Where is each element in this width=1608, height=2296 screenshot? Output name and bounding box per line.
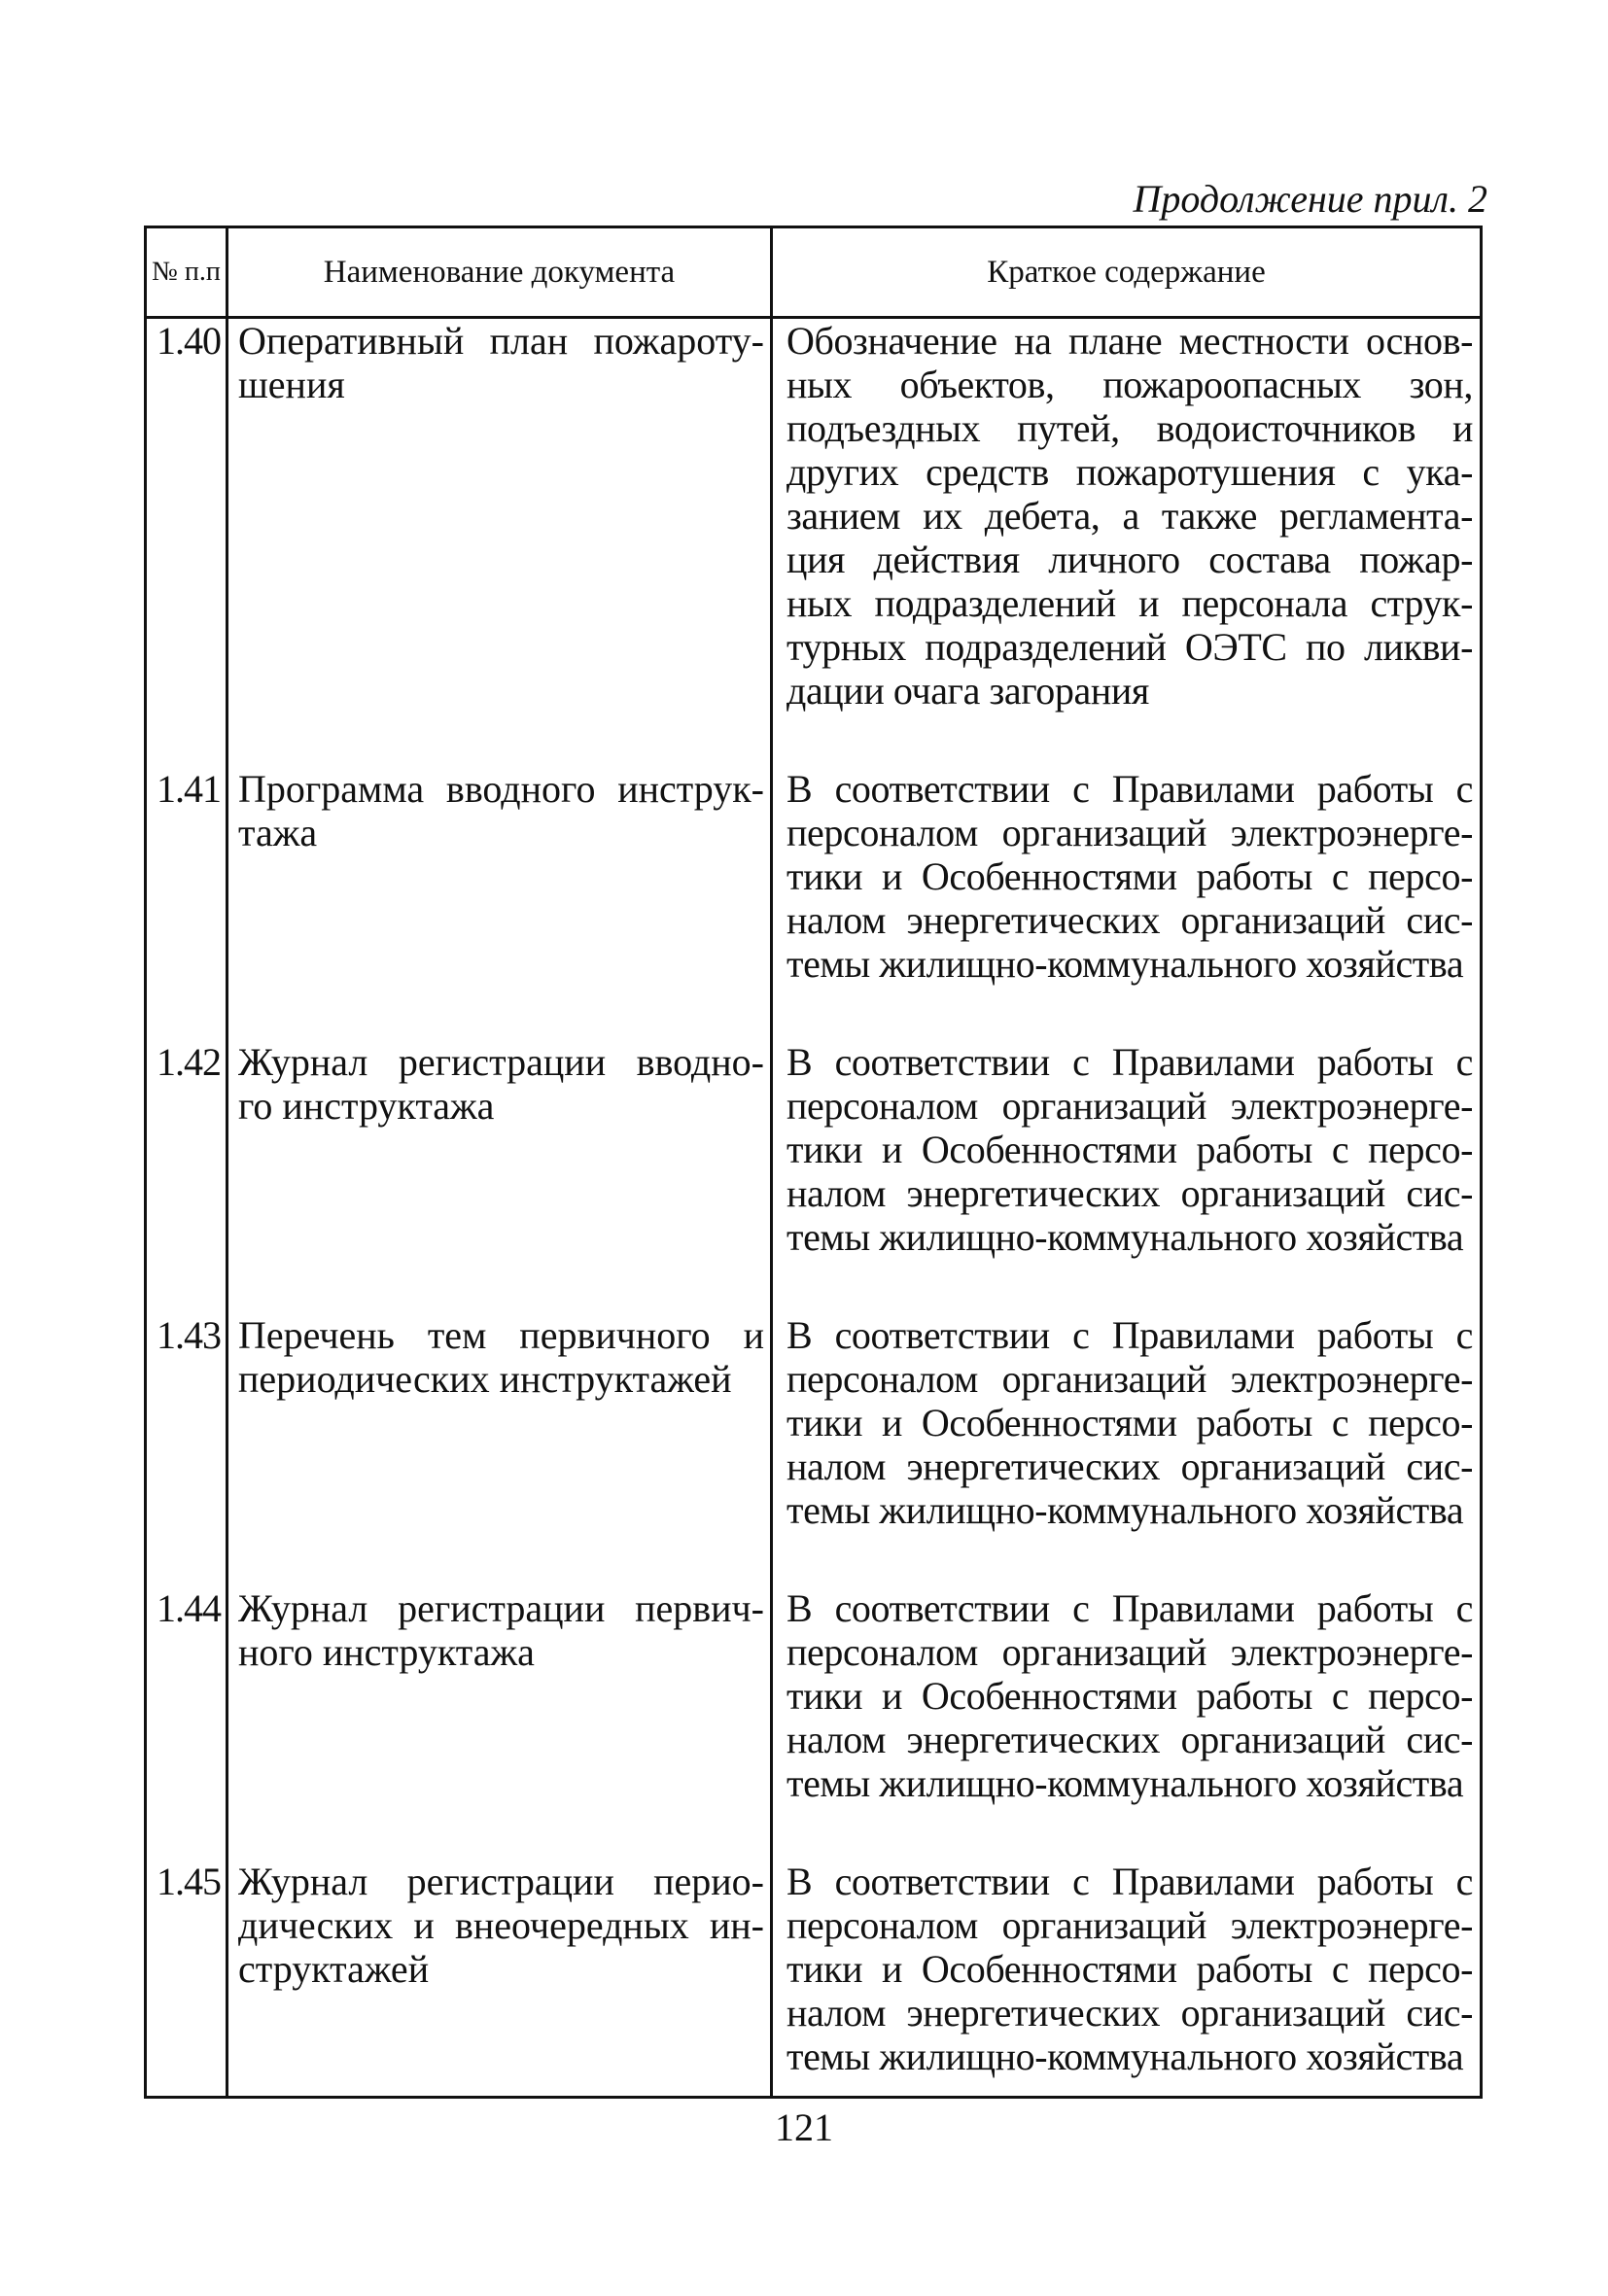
summary-line: налом энергетических организаций сис- — [787, 1991, 1473, 2035]
header-number: № п.п — [146, 227, 227, 318]
summary-line: В соответствии с Правилами работы с — [787, 1586, 1473, 1630]
summary-line: дации очага загорания — [787, 669, 1149, 713]
document-name-cell — [227, 1586, 772, 1860]
document-name-cell — [227, 1040, 772, 1313]
summary-line: тики и Особенностями работы с персо- — [787, 1128, 1473, 1171]
summary-line: темы жилищно-коммунального хозяйства — [787, 1761, 1464, 1805]
table-row — [146, 318, 1482, 768]
document-name-cell — [227, 318, 772, 768]
continuation-label: Продолжение прил. 2 — [1133, 177, 1487, 221]
summary-cell — [772, 1313, 1482, 1586]
summary-line: налом энергетических организаций сис- — [787, 1718, 1473, 1761]
document-name-line: дических и внеочередных ин- — [238, 1903, 764, 1947]
document-name-cell — [227, 767, 772, 1040]
document-name-line: структажей — [238, 1947, 430, 1991]
summary-line: тики и Особенностями работы с персо- — [787, 1947, 1473, 1991]
row-number: 1.44 — [146, 1586, 227, 1860]
table-header — [146, 227, 1482, 318]
summary-line: тики и Особенностями работы с персо- — [787, 1401, 1473, 1444]
document-name-cell — [227, 1313, 772, 1586]
summary-line: налом энергетических организаций сис- — [787, 898, 1473, 942]
table-row — [146, 767, 1482, 1040]
summary-cell — [772, 318, 1482, 768]
document-name-line: Программа вводного инструк- — [238, 767, 764, 811]
document-name-line: шения — [238, 363, 345, 406]
summary-line: темы жилищно-коммунального хозяйства — [787, 2035, 1464, 2078]
summary-line: персоналом организаций электроэнерге- — [787, 1630, 1473, 1674]
summary-line: ных подразделений и персонала струк- — [787, 581, 1473, 625]
row-number: 1.42 — [146, 1040, 227, 1313]
document-name-line: периодических инструктажей — [238, 1357, 732, 1401]
summary-line: занием их дебета, а также регламента- — [787, 494, 1473, 538]
summary-line: тики и Особенностями работы с персо- — [787, 1674, 1473, 1718]
summary-line: ных объектов, пожароопасных зон, — [787, 363, 1473, 406]
summary-line: персоналом организаций электроэнерге- — [787, 1357, 1473, 1401]
table-row — [146, 1313, 1482, 1586]
row-number: 1.40 — [146, 318, 227, 768]
summary-line: персоналом организаций электроэнерге- — [787, 1903, 1473, 1947]
summary-line: других средств пожаротушения с ука- — [787, 450, 1473, 494]
document-name-line: Перечень тем первичного и — [238, 1313, 764, 1357]
summary-line: Обозначение на плане местности основ- — [787, 319, 1473, 363]
documents-table — [144, 226, 1483, 2099]
summary-cell — [772, 1586, 1482, 1860]
header-summary: Краткое содержание — [772, 227, 1482, 318]
summary-line: темы жилищно-коммунального хозяйства — [787, 942, 1464, 986]
document-name-cell — [227, 1860, 772, 2098]
row-number: 1.43 — [146, 1313, 227, 1586]
summary-line: тики и Особенностями работы с персо- — [787, 854, 1473, 898]
summary-line: налом энергетических организаций сис- — [787, 1444, 1473, 1488]
summary-line: В соответствии с Правилами работы с — [787, 1313, 1473, 1357]
summary-line: темы жилищно-коммунального хозяйства — [787, 1488, 1464, 1532]
table-body — [146, 318, 1482, 2098]
row-number: 1.45 — [146, 1860, 227, 2098]
summary-line: персоналом организаций электроэнерге- — [787, 1084, 1473, 1128]
table-row — [146, 1586, 1482, 1860]
summary-cell — [772, 1860, 1482, 2098]
table-row — [146, 1040, 1482, 1313]
table-row — [146, 1860, 1482, 2098]
summary-cell — [772, 767, 1482, 1040]
summary-line: турных подразделений ОЭТС по ликви- — [787, 625, 1473, 669]
page-number: 121 — [775, 2105, 833, 2149]
summary-line: В соответствии с Правилами работы с — [787, 767, 1473, 811]
summary-line: темы жилищно-коммунального хозяйства — [787, 1215, 1464, 1259]
summary-line: В соответствии с Правилами работы с — [787, 1040, 1473, 1084]
document-name-line: Оперативный план пожароту- — [238, 319, 764, 363]
document-name-line: го инструктажа — [238, 1084, 495, 1128]
document-name-line: Журнал регистрации вводно- — [238, 1040, 764, 1084]
summary-line: подъездных путей, водоисточников и — [787, 406, 1473, 450]
header-document-name: Наименование документа — [227, 227, 772, 318]
document-name-line: ного инструктажа — [238, 1630, 535, 1674]
row-number: 1.41 — [146, 767, 227, 1040]
document-name-line: Журнал регистрации первич- — [238, 1586, 764, 1630]
summary-line: В соответствии с Правилами работы с — [787, 1860, 1473, 1903]
document-name-line: Журнал регистрации перио- — [238, 1860, 764, 1903]
summary-line: персоналом организаций электроэнерге- — [787, 811, 1473, 854]
summary-line: ция действия личного состава пожар- — [787, 538, 1473, 581]
document-name-line: тажа — [238, 811, 318, 854]
summary-cell — [772, 1040, 1482, 1313]
summary-line: налом энергетических организаций сис- — [787, 1171, 1473, 1215]
